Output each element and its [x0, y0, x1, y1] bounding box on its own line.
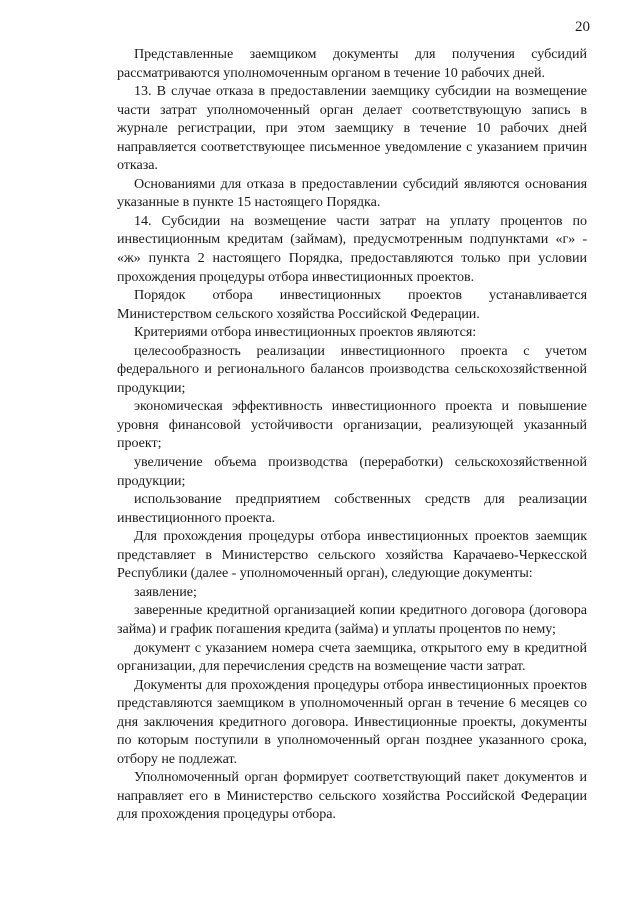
paragraph-submission: Для прохождения процедуры отбора инвестиционных проектов заемщик представляет в Министерство сельского хозяйства Карачаево-Черкесской Республики (далее - уполномоченный орган), следующие документы: — [117, 528, 587, 582]
page-number: 20 — [575, 19, 590, 35]
paragraph-criteria-intro: Критериями отбора инвестиционных проектов являются: — [134, 324, 477, 341]
paragraph-item-13: 13. В случае отказа в предоставлении заемщику субсидии на возмещение части затрат уполномоченный орган делает соответствующую запись в журнале регистрации, при этом заемщику в течение 10 рабочих дней направляется соответствующее письменное уведомление с указанием причин отказа. — [117, 83, 587, 174]
paragraph-criterion-feasibility: целесообразность реализации инвестиционного проекта с учетом федерального и регионального балансов производства сельскохозяйственной продукции; — [117, 342, 587, 396]
document-body — [117, 45, 587, 824]
paragraph-refusal-grounds: Основаниями для отказа в предоставлении субсидий являются основания указанные в пункте 15 настоящего Порядка. — [117, 175, 587, 211]
paragraph-criterion-production: увеличение объема производства (переработки) сельскохозяйственной продукции; — [117, 454, 587, 489]
paragraph-package-forwarding: Уполномоченный орган формирует соответствующий пакет документов и направляет его в Министерство сельского хозяйства Российской Федерации для прохождения процедуры отбора. — [117, 769, 587, 823]
paragraph-criterion-own-funds: использование предприятием собственных средств для реализации инвестиционного проекта. — [117, 491, 587, 526]
paragraph-doc-account: документ с указанием номера счета заемщика, открытого ему в кредитной организации, для перечисления средств на возмещение части затрат. — [117, 639, 587, 675]
paragraph-selection-procedure: Порядок отбора инвестиционных проектов устанавливается Министерством сельского хозяйства Российской Федерации. — [117, 287, 587, 322]
paragraph-submission-deadline: Документы для прохождения процедуры отбора инвестиционных проектов представляются заемщиком в уполномоченный орган в течение 6 месяцев со дня заключения кредитного договора. Инвестиционные проекты, документы по которым поступили в уполномоченный орган позднее указанного срока, отбору не подлежат. — [117, 676, 587, 767]
paragraph-doc-application: заявление; — [134, 583, 197, 600]
paragraph-criterion-efficiency: экономическая эффективность инвестиционного проекта и повышение уровня финансовой устойчивости организации, реализующей указанный проект; — [117, 398, 587, 452]
paragraph-item-14: 14. Субсидии на возмещение части затрат на уплату процентов по инвестиционным кредитам (займам), предусмотренным подпунктами «г» - «ж» пункта 2 настоящего Порядка, предоставляются только при условии прохождения процедуры отбора инвестиционных проектов. — [117, 212, 587, 285]
paragraph-doc-loan-copies: заверенные кредитной организацией копии кредитного договора (договора займа) и график погашения кредита (займа) и уплаты процентов по нему; — [117, 602, 587, 637]
paragraph-documents-review: Представленные заемщиком документы для получения субсидий рассматриваются уполномоченным органом в течение 10 рабочих дней. — [117, 46, 587, 81]
